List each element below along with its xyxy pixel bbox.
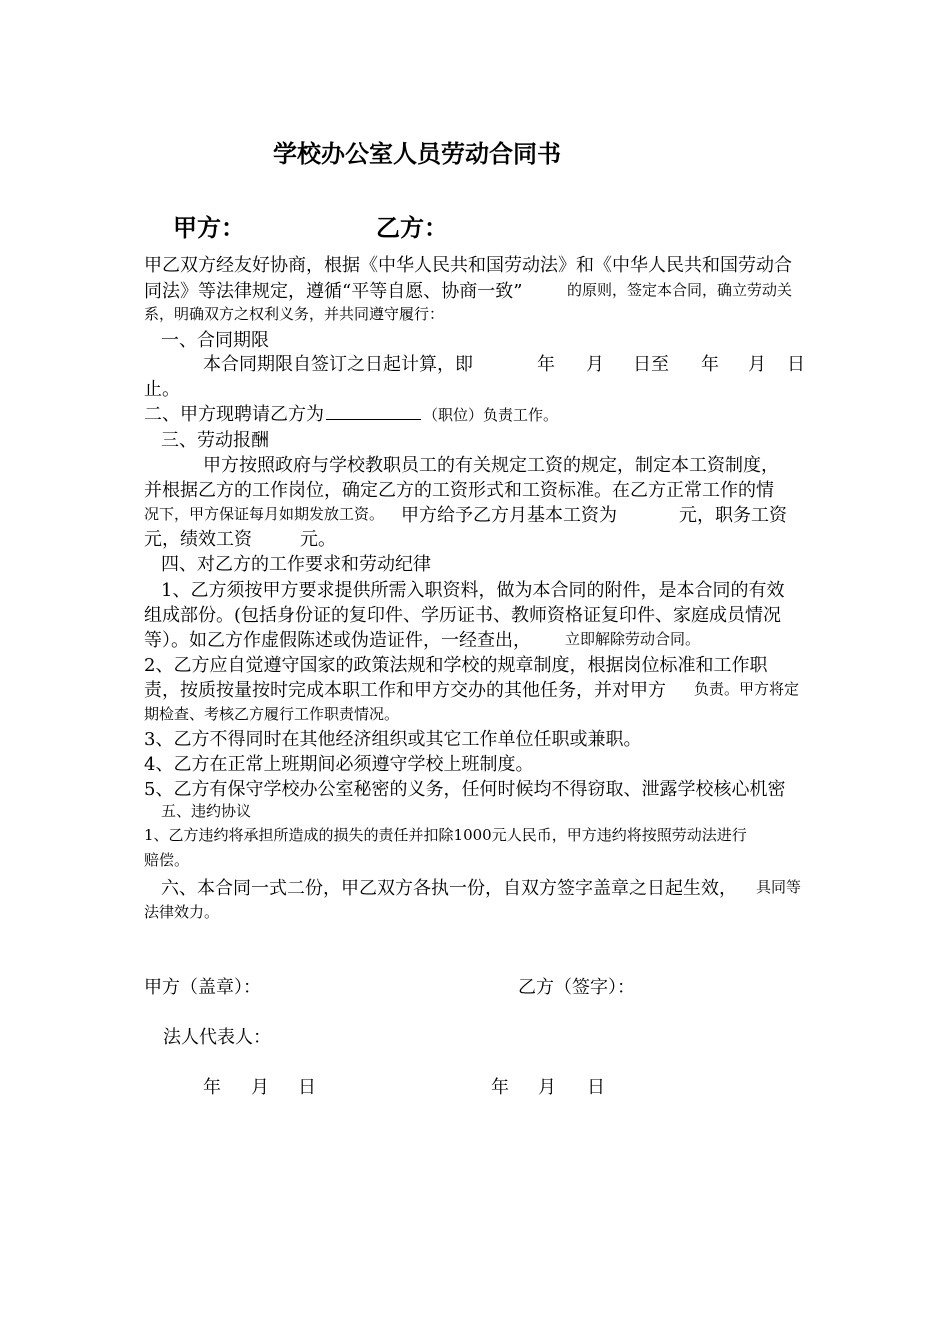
section-5-line-2: 赔偿。 bbox=[144, 851, 190, 869]
section-2-line bbox=[144, 400, 558, 426]
intro-line-1: 甲乙双方经友好协商，根据《中华人民共和国劳动法》和《中华人民共和国劳动合 bbox=[144, 255, 792, 276]
party-b-label: 乙方： bbox=[376, 214, 448, 242]
section-6-line-2: 法律效力。 bbox=[144, 903, 220, 921]
date-year: 年 bbox=[537, 354, 555, 375]
sign-a-month: 月 bbox=[251, 1077, 269, 1098]
section-1-end: 止。 bbox=[144, 379, 180, 400]
section-4-p1d: 立即解除劳动合同。 bbox=[565, 630, 701, 648]
party-a-label: 甲方： bbox=[173, 214, 245, 242]
section-5-heading: 五、违约协议 bbox=[161, 802, 252, 820]
sign-b-day: 日 bbox=[587, 1077, 605, 1098]
date-month: 月 bbox=[586, 354, 604, 375]
section-4-p5: 5、乙方有保守学校办公室秘密的义务，任何时候均不得窃取、泄露学校核心机密 bbox=[144, 779, 786, 800]
section-4-p4: 4、乙方在正常上班期间必须遵守学校上班制度。 bbox=[144, 754, 534, 775]
section-3-line-4a: 元，绩效工资 bbox=[144, 529, 252, 550]
section-4-p2c: 负责。甲方将定 bbox=[694, 680, 800, 698]
sign-b-month: 月 bbox=[538, 1077, 556, 1098]
section-4-p2b: 责，按质按量按时完成本职工作和甲方交办的其他任务，并对甲方 bbox=[144, 680, 666, 701]
section-4-p2d: 期检查、考核乙方履行工作职责情况。 bbox=[144, 705, 400, 723]
section-3-line-2: 并根据乙方的工作岗位，确定乙方的工资形式和工资标准。在乙方正常工作的情 bbox=[144, 480, 774, 501]
sign-a-year: 年 bbox=[203, 1077, 221, 1098]
section-6-line-1a: 六、本合同一式二份，甲乙双方各执一份，自双方签字盖章之日起生效， bbox=[161, 878, 737, 899]
section-3-line-3c: 元，职务工资 bbox=[679, 505, 787, 526]
party-b-sign-label: 乙方（签字）： bbox=[518, 977, 635, 998]
page-title: 学校办公室人员劳动合同书 bbox=[273, 140, 561, 168]
date-month-2: 月 bbox=[748, 354, 766, 375]
sign-b-year: 年 bbox=[491, 1077, 509, 1098]
section-3-line-4b: 元。 bbox=[300, 529, 336, 550]
section-1-heading: 一、合同期限 bbox=[161, 330, 269, 351]
intro-line-2b: 的原则，签定本合同，确立劳动关 bbox=[567, 281, 793, 299]
legal-representative-label: 法人代表人： bbox=[163, 1027, 271, 1048]
section-4-heading: 四、对乙方的工作要求和劳动纪律 bbox=[161, 554, 431, 575]
section-4-p1a: 1、乙方须按甲方要求提供所需入职资料，做为本合同的附件，是本合同的有效 bbox=[161, 580, 785, 601]
section-4-p1b: 组成部份。(包括身份证的复印件、学历证书、教师资格证复印件、家庭成员情况 bbox=[144, 605, 782, 626]
section-6-line-1b: 具同等 bbox=[756, 878, 802, 896]
section-3-line-3b: 甲方给予乙方月基本工资为 bbox=[401, 505, 617, 526]
section-2-text: 二、甲方现聘请乙方为 bbox=[144, 404, 324, 425]
section-3-heading: 三、劳动报酬 bbox=[161, 430, 269, 451]
section-5-line-1: 1、乙方违约将承担所造成的损失的责任并扣除1000元人民币，甲方违约将按照劳动法进行 bbox=[144, 826, 747, 844]
section-4-p1c: 等）。如乙方作虚假陈述或伪造证件，一经查出， bbox=[144, 630, 531, 651]
sign-a-day: 日 bbox=[298, 1077, 316, 1098]
section-2-suffix: （职位）负责工作。 bbox=[423, 406, 559, 424]
section-4-p2a: 2、乙方应自觉遵守国家的政策法规和学校的规章制度，根据岗位标准和工作职 bbox=[144, 655, 768, 676]
date-day-to: 日至 bbox=[633, 354, 669, 375]
intro-line-3: 系，明确双方之权利义务，并共同遵守履行： bbox=[144, 305, 445, 323]
section-4-p3: 3、乙方不得同时在其他经济组织或其它工作单位任职或兼职。 bbox=[144, 729, 642, 750]
date-day-2: 日 bbox=[787, 354, 805, 375]
party-a-seal-label: 甲方（盖章）： bbox=[144, 977, 261, 998]
section-1-text: 本合同期限自签订之日起计算，即 bbox=[203, 354, 473, 375]
section-3-line-3a: 况下，甲方保证每月如期发放工资。 bbox=[144, 505, 385, 523]
section-3-line-1: 甲方按照政府与学校教职员工的有关规定工资的规定，制定本工资制度， bbox=[203, 455, 779, 476]
intro-line-2: 同法》等法律规定，遵循“平等自愿、协商一致” bbox=[144, 281, 523, 302]
position-blank bbox=[326, 418, 421, 420]
date-year-2: 年 bbox=[701, 354, 719, 375]
